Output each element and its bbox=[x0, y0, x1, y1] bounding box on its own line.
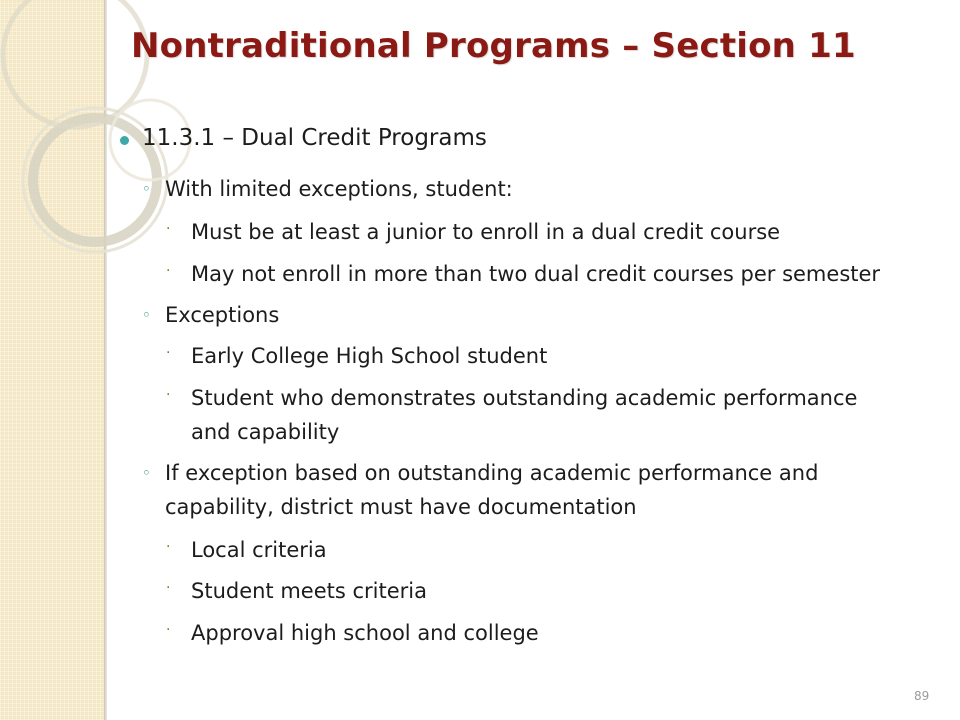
bullet-level3: ⋅ bbox=[166, 221, 171, 237]
item-documentation-cont: capability, district must have documentation bbox=[165, 495, 637, 519]
item-meets-criteria: Student meets criteria bbox=[191, 579, 427, 603]
bullet-level3: ⋅ bbox=[166, 263, 171, 279]
bullet-level2: ◦ bbox=[142, 180, 151, 198]
item-junior: Must be at least a junior to enroll in a dual credit course bbox=[191, 220, 781, 244]
bullet-level3: ⋅ bbox=[166, 580, 171, 596]
slide-title: Nontraditional Programs – Section 11 bbox=[131, 26, 856, 66]
item-outstanding-student: Student who demonstrates outstanding academic performance bbox=[191, 386, 858, 410]
item-outstanding-student-cont: and capability bbox=[191, 420, 340, 444]
item-local-criteria: Local criteria bbox=[191, 538, 327, 562]
bullet-level3: ⋅ bbox=[166, 345, 171, 361]
item-approval: Approval high school and college bbox=[191, 621, 539, 645]
bullet-level2: ◦ bbox=[142, 306, 151, 324]
bullet-level3: ⋅ bbox=[166, 387, 171, 403]
item-early-college: Early College High School student bbox=[191, 344, 548, 368]
item-exceptions: Exceptions bbox=[165, 303, 280, 327]
item-documentation: If exception based on outstanding academic performance and bbox=[165, 461, 819, 485]
bullet-level2: ◦ bbox=[142, 464, 151, 482]
item-limited-exceptions: With limited exceptions, student: bbox=[165, 177, 513, 201]
heading-dual-credit: 11.3.1 – Dual Credit Programs bbox=[142, 125, 487, 151]
item-two-courses: May not enroll in more than two dual credit courses per semester bbox=[191, 262, 881, 286]
bullet-level3: ⋅ bbox=[166, 622, 171, 638]
bullet-level1 bbox=[120, 136, 129, 145]
bullet-level3: ⋅ bbox=[166, 539, 171, 555]
page-number: 89 bbox=[914, 689, 930, 703]
